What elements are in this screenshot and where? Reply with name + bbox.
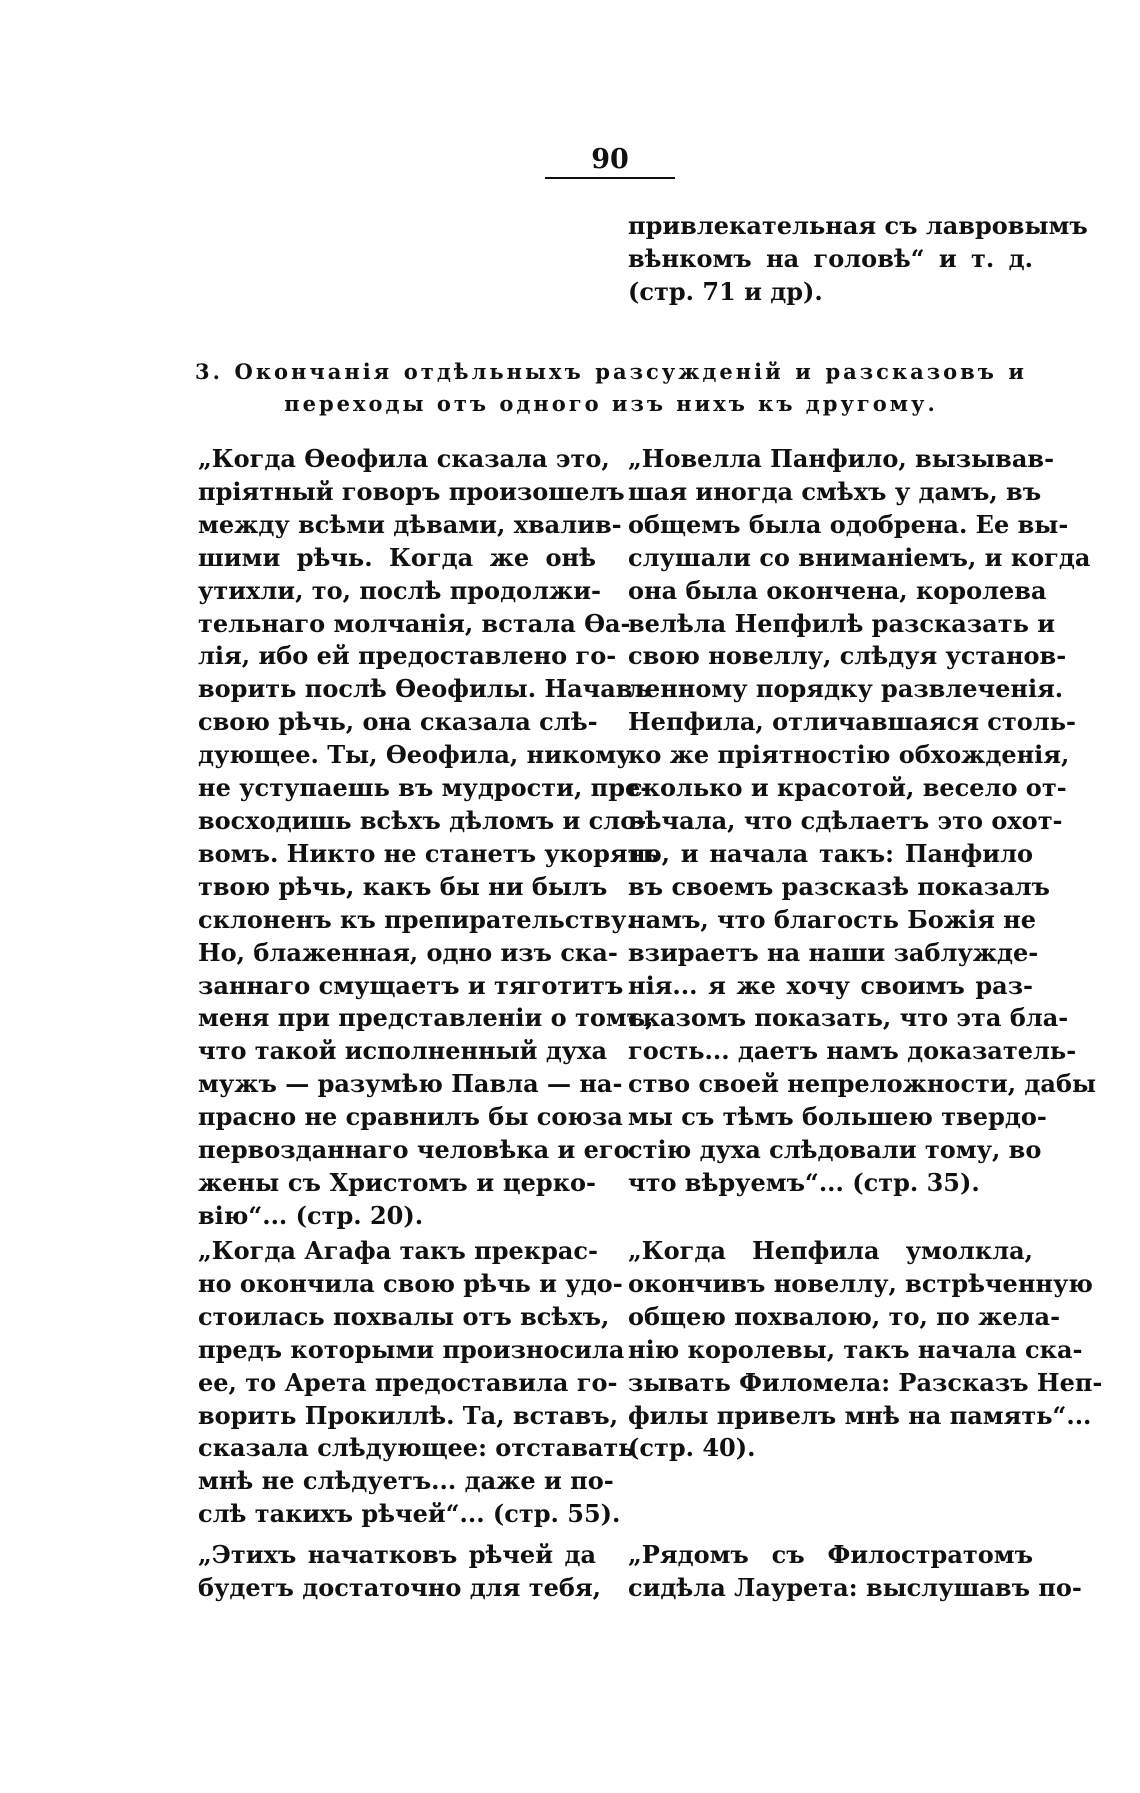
text-line: „Рядомъ съ Филостратомъ <box>628 1540 1033 1569</box>
text-line: пріятный говоръ произошелъ <box>198 476 625 506</box>
text-line: прасно не сравнилъ бы союза <box>198 1102 623 1132</box>
text-line: предъ которыми произносила <box>198 1334 625 1364</box>
text-line: мнѣ не слѣдуетъ... даже и по- <box>198 1466 614 1496</box>
left-column-paragraph-2 <box>198 1235 635 1531</box>
page-number: 90 <box>591 144 629 175</box>
text-line: сколько и красотой, весело от- <box>628 773 1067 803</box>
text-line: въ своемъ разсказѣ показалъ <box>628 871 1050 901</box>
text-line: зывать Филомела: Разсказъ Неп- <box>628 1367 1103 1397</box>
text-line: сидѣла Лаурета: выслушавъ по- <box>628 1572 1082 1602</box>
text-line: Непфила, отличавшаяся столь- <box>628 707 1076 737</box>
text-line: слѣ такихъ рѣчей“... (стр. 55). <box>198 1499 621 1529</box>
text-line: вѣчала, что сдѣлаетъ это охот- <box>628 805 1063 835</box>
text-line: что вѣруемъ“... (стр. 35). <box>628 1167 980 1197</box>
text-line: филы привелъ мнѣ на память“... <box>628 1400 1092 1430</box>
text-line: ленному порядку развлеченія. <box>628 674 1064 704</box>
text-line: общемъ была одобрена. Ее вы- <box>628 509 1069 539</box>
text-line: свою рѣчь, она сказала слѣ- <box>198 707 598 737</box>
left-column-paragraph-3 <box>198 1539 601 1605</box>
text-line: нію королевы, такъ начала ска- <box>628 1334 1083 1364</box>
text-line: восходишь всѣхъ дѣломъ и сло- <box>198 805 647 835</box>
text-line: стію духа слѣдовали тому, во <box>628 1135 1042 1165</box>
text-line: стоилась похвалы отъ всѣхъ, <box>198 1301 610 1331</box>
right-column-paragraph-1 <box>628 443 1097 1200</box>
text-line: вѣнкомъ на головѣ“ и т. д. <box>628 243 1033 273</box>
text-line: взираетъ на наши заблужде- <box>628 937 1039 967</box>
section-heading-line-2: переходы отъ одного изъ нихъ къ другому. <box>284 391 938 416</box>
text-line: сказомъ показать, что эта бла- <box>628 1003 1069 1033</box>
text-line: нія... я же хочу своимъ раз- <box>628 970 1033 1000</box>
text-line: твою рѣчь, какъ бы ни былъ <box>198 871 608 901</box>
text-line: заннаго смущаетъ и тяготитъ <box>198 970 624 1000</box>
text-line: (стр. 71 и др). <box>628 276 823 306</box>
text-line: (стр. 40). <box>628 1433 756 1463</box>
text-line: первозданнаго человѣка и его <box>198 1135 630 1165</box>
text-line: „Когда Непфила умолкла, <box>628 1236 1033 1265</box>
text-line: „Этихъ начатковъ рѣчей да <box>198 1540 596 1569</box>
left-column-paragraph-1 <box>198 443 659 1233</box>
text-line: ворить Прокиллѣ. Та, вставъ, <box>198 1400 619 1430</box>
text-line: склоненъ къ препирательству. <box>198 904 635 934</box>
text-line: шими рѣчь. Когда же онѣ <box>198 542 596 572</box>
text-line: меня при представленіи о томъ, <box>198 1003 654 1033</box>
text-line: мы съ тѣмъ большею твердо- <box>628 1102 1047 1132</box>
right-column-paragraph-3 <box>628 1539 1082 1605</box>
text-line: ворить послѣ Ѳеофилы. Начавъ <box>198 674 651 704</box>
text-line: что такой исполненный духа <box>198 1036 608 1066</box>
text-line: общею похвалою, то, по жела- <box>628 1301 1061 1331</box>
text-line: ко же пріятностію обхожденія, <box>628 740 1070 770</box>
text-line: но, и начала такъ: Панфило <box>628 838 1033 868</box>
text-line: но окончила свою рѣчь и удо- <box>198 1268 623 1298</box>
text-line: она была окончена, королева <box>628 575 1047 605</box>
section-heading <box>195 356 1027 420</box>
text-line: „Когда Ѳеофила сказала это, <box>198 444 610 473</box>
text-line: окончивъ новеллу, встрѣченную <box>628 1268 1093 1298</box>
text-line: велѣла Непфилѣ разсказать и <box>628 608 1056 638</box>
text-line: вію“... (стр. 20). <box>198 1200 424 1230</box>
section-heading-line-1: 3. Окончанія отдѣльныхъ разсужденій и разсказовъ и <box>195 359 1027 384</box>
text-line: привлекательная съ лавровымъ <box>628 211 1088 240</box>
text-line: Но, блаженная, одно изъ ска- <box>198 937 618 967</box>
page-number-rule <box>545 177 675 179</box>
text-line: не уступаешь въ мудрости, пре- <box>198 773 651 803</box>
text-line: „Новелла Панфило, вызывав- <box>628 444 1055 473</box>
text-line: утихли, то, послѣ продолжи- <box>198 575 601 605</box>
right-column-paragraph-2 <box>628 1235 1103 1465</box>
top-continuation-block <box>628 210 1088 309</box>
text-line: будетъ достаточно для тебя, <box>198 1572 601 1602</box>
text-line: лія, ибо ей предоставлено го- <box>198 641 617 671</box>
text-line: „Когда Агафа такъ прекрас- <box>198 1236 598 1265</box>
text-line: ство своей непреложности, дабы <box>628 1069 1097 1099</box>
text-line: сказала слѣдующее: отставать <box>198 1433 635 1463</box>
text-line: гость... даетъ намъ доказатель- <box>628 1036 1077 1066</box>
text-line: дующее. Ты, Ѳеофила, никому <box>198 740 632 770</box>
text-line: тельнаго молчанія, встала Ѳа- <box>198 608 631 638</box>
text-line: жены съ Христомъ и церко- <box>198 1167 596 1197</box>
text-line: ее, то Арета предоставила го- <box>198 1367 618 1397</box>
text-line: мужъ — разумѣю Павла — на- <box>198 1069 623 1099</box>
text-line: намъ, что благость Божія не <box>628 904 1036 934</box>
text-line: слушали со вниманіемъ, и когда <box>628 542 1091 572</box>
text-line: вомъ. Никто не станетъ укорять <box>198 838 659 868</box>
text-line: между всѣми дѣвами, хвалив- <box>198 509 622 539</box>
text-line: шая иногда смѣхъ у дамъ, въ <box>628 476 1042 506</box>
text-line: свою новеллу, слѣдуя установ- <box>628 641 1067 671</box>
